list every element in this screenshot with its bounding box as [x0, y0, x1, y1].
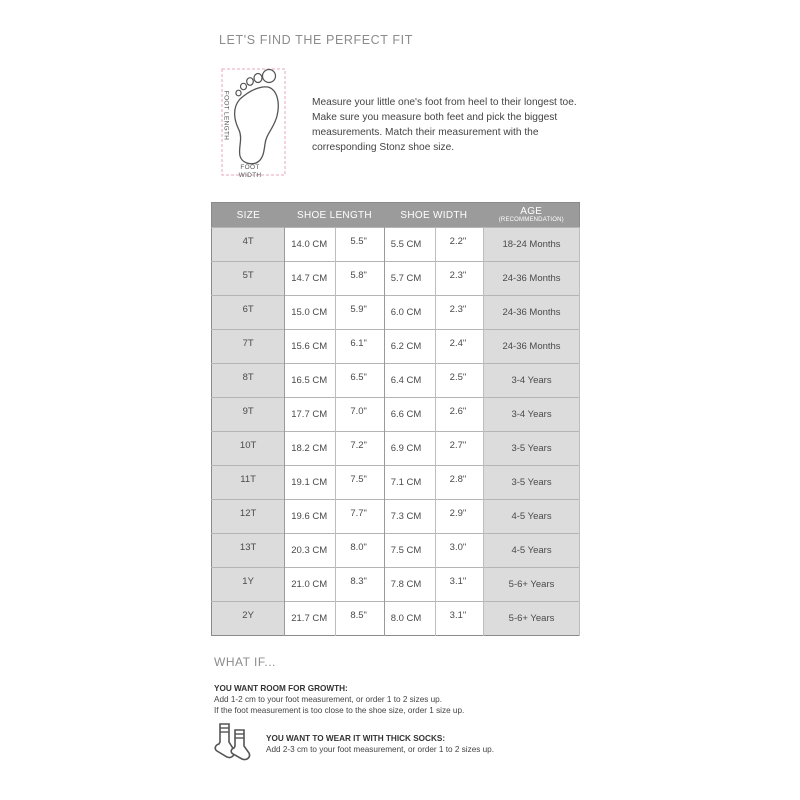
- size-cell: 13T: [212, 534, 285, 568]
- table-row: [212, 330, 580, 364]
- width-in-cell: 3.1": [435, 568, 483, 602]
- foot-width-label-line2: WIDTH: [238, 172, 262, 179]
- age-cell: 4-5 Years: [484, 500, 580, 534]
- width-cm-cell: 6.0 CM: [384, 296, 435, 330]
- age-cell: 24-36 Months: [484, 330, 580, 364]
- table-row: [212, 296, 580, 330]
- table-row: [212, 432, 580, 466]
- age-cell: 24-36 Months: [484, 262, 580, 296]
- size-chart-table: [211, 202, 580, 636]
- width-in-cell: 2.3": [435, 296, 483, 330]
- width-cm-cell: 7.1 CM: [384, 466, 435, 500]
- width-in-cell: 2.9": [435, 500, 483, 534]
- width-in-cell: 3.0": [435, 534, 483, 568]
- age-cell: 5-6+ Years: [484, 602, 580, 636]
- width-cm-cell: 6.6 CM: [384, 398, 435, 432]
- length-cm-cell: 17.7 CM: [285, 398, 336, 432]
- foot-width-label-line1: FOOT: [240, 164, 260, 171]
- size-cell: 7T: [212, 330, 285, 364]
- table-row: [212, 466, 580, 500]
- length-in-cell: 7.5": [336, 466, 384, 500]
- size-cell: 6T: [212, 296, 285, 330]
- foot-length-label: FOOT LENGTH: [222, 90, 230, 141]
- thick-socks-tip-line1: Add 2-3 cm to your foot measurement, or order 1 to 2 sizes up.: [266, 745, 494, 754]
- size-cell: 5T: [212, 262, 285, 296]
- length-cm-cell: 14.0 CM: [285, 228, 336, 262]
- length-cm-cell: 15.0 CM: [285, 296, 336, 330]
- socks-icon: [214, 722, 254, 762]
- age-cell: 24-36 Months: [484, 296, 580, 330]
- age-cell: 3-4 Years: [484, 364, 580, 398]
- width-in-cell: 2.4": [435, 330, 483, 364]
- header-shoe-length: SHOE LENGTH: [285, 203, 384, 228]
- growth-tip-line2: If the foot measurement is too close to the shoe size, order 1 size up.: [214, 706, 465, 715]
- width-cm-cell: 6.9 CM: [384, 432, 435, 466]
- age-cell: 3-5 Years: [484, 466, 580, 500]
- size-cell: 9T: [212, 398, 285, 432]
- length-cm-cell: 18.2 CM: [285, 432, 336, 466]
- length-in-cell: 7.7": [336, 500, 384, 534]
- length-in-cell: 8.3": [336, 568, 384, 602]
- size-cell: 10T: [212, 432, 285, 466]
- width-in-cell: 2.2": [435, 228, 483, 262]
- size-cell: 11T: [212, 466, 285, 500]
- growth-tip-title: YOU WANT ROOM FOR GROWTH:: [214, 684, 348, 693]
- table-row: [212, 500, 580, 534]
- foot-width-label: [232, 164, 268, 180]
- length-cm-cell: 19.1 CM: [285, 466, 336, 500]
- length-cm-cell: 16.5 CM: [285, 364, 336, 398]
- width-in-cell: 2.6": [435, 398, 483, 432]
- length-in-cell: 6.1": [336, 330, 384, 364]
- table-row: [212, 568, 580, 602]
- size-cell: 12T: [212, 500, 285, 534]
- width-in-cell: 2.3": [435, 262, 483, 296]
- length-in-cell: 5.9": [336, 296, 384, 330]
- length-in-cell: 8.5": [336, 602, 384, 636]
- table-row: [212, 364, 580, 398]
- header-shoe-width: SHOE WIDTH: [384, 203, 483, 228]
- length-cm-cell: 21.7 CM: [285, 602, 336, 636]
- length-in-cell: 7.2": [336, 432, 384, 466]
- growth-tip: [214, 683, 464, 716]
- what-if-heading: WHAT IF...: [214, 655, 276, 669]
- thick-socks-tip-title: YOU WANT TO WEAR IT WITH THICK SOCKS:: [266, 734, 446, 743]
- length-cm-cell: 19.6 CM: [285, 500, 336, 534]
- table-row: [212, 262, 580, 296]
- width-cm-cell: 7.5 CM: [384, 534, 435, 568]
- width-cm-cell: 6.2 CM: [384, 330, 435, 364]
- intro-text: Measure your little one's foot from heel to their longest toe. Make sure you measure both feet and pick the biggest measurements. Match their measurement with the corresponding Stonz shoe size.: [312, 97, 577, 153]
- length-in-cell: 5.8": [336, 262, 384, 296]
- header-age-sub: (RECOMMENDATION): [498, 217, 564, 223]
- foot-measurement-diagram: [218, 68, 290, 180]
- table-row: [212, 228, 580, 262]
- age-cell: 5-6+ Years: [484, 568, 580, 602]
- header-age: AGE (RECOMMENDATION): [484, 203, 580, 228]
- table-row: [212, 398, 580, 432]
- width-cm-cell: 7.3 CM: [384, 500, 435, 534]
- width-in-cell: 2.7": [435, 432, 483, 466]
- page-title: LET'S FIND THE PERFECT FIT: [219, 33, 413, 47]
- header-size: SIZE: [212, 203, 285, 228]
- width-cm-cell: 8.0 CM: [384, 602, 435, 636]
- thick-socks-tip: [266, 733, 494, 755]
- age-cell: 4-5 Years: [484, 534, 580, 568]
- size-cell: 8T: [212, 364, 285, 398]
- width-cm-cell: 7.8 CM: [384, 568, 435, 602]
- length-cm-cell: 20.3 CM: [285, 534, 336, 568]
- size-cell: 2Y: [212, 602, 285, 636]
- length-in-cell: 6.5": [336, 364, 384, 398]
- length-in-cell: 5.5": [336, 228, 384, 262]
- age-cell: 18-24 Months: [484, 228, 580, 262]
- table-row: [212, 602, 580, 636]
- table-row: [212, 534, 580, 568]
- width-in-cell: 2.8": [435, 466, 483, 500]
- width-in-cell: 2.5": [435, 364, 483, 398]
- age-cell: 3-5 Years: [484, 432, 580, 466]
- width-cm-cell: 5.7 CM: [384, 262, 435, 296]
- size-cell: 4T: [212, 228, 285, 262]
- width-cm-cell: 6.4 CM: [384, 364, 435, 398]
- length-cm-cell: 21.0 CM: [285, 568, 336, 602]
- width-in-cell: 3.1": [435, 602, 483, 636]
- table-header-row: [212, 203, 580, 228]
- growth-tip-line1: Add 1-2 cm to your foot measurement, or order 1 to 2 sizes up.: [214, 695, 442, 704]
- length-cm-cell: 14.7 CM: [285, 262, 336, 296]
- width-cm-cell: 5.5 CM: [384, 228, 435, 262]
- length-in-cell: 7.0": [336, 398, 384, 432]
- length-in-cell: 8.0": [336, 534, 384, 568]
- length-cm-cell: 15.6 CM: [285, 330, 336, 364]
- size-cell: 1Y: [212, 568, 285, 602]
- age-cell: 3-4 Years: [484, 398, 580, 432]
